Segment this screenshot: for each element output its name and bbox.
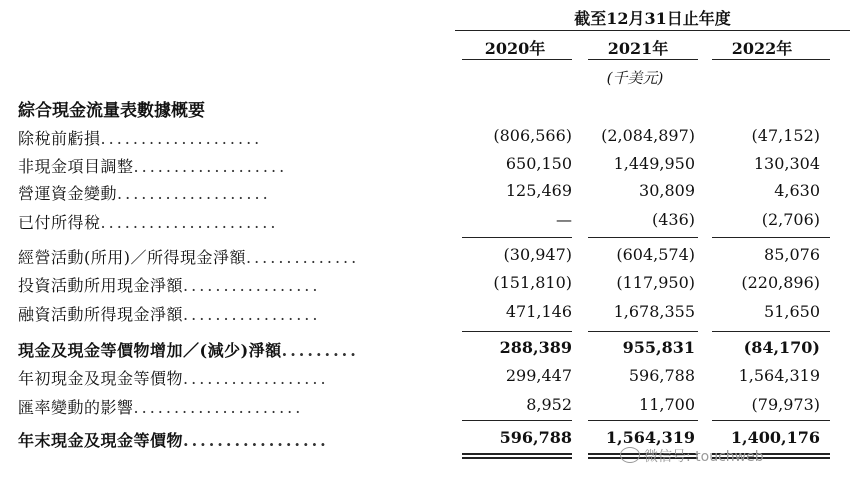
row-label [18,210,438,233]
year-underline-2020 [462,59,572,60]
year-underline-2022 [712,59,830,60]
row-value-2021: 1,564,319 [605,428,695,447]
row-value-2020: (30,947) [503,245,572,264]
table-row [0,395,850,421]
row-label-text: 除稅前虧損 [18,129,101,148]
row-leader-dots: ..................... [133,398,304,417]
row-leader-dots: ................... [117,184,271,203]
row-leader-dots: ................. [183,276,321,295]
period-header: 截至12月31日止年度 [574,9,731,28]
row-value-2022: 85,076 [764,245,820,264]
row-value-2021: (117,950) [616,273,695,292]
row-label [18,338,438,361]
table-row [0,181,850,207]
subtotal-rule [462,331,572,332]
row-label [18,126,438,149]
row-value-2022: (2,706) [761,210,820,229]
row-label-text: 已付所得稅 [18,213,101,232]
row-value-2021: 11,700 [639,395,695,414]
subtotal-rule [712,331,830,332]
row-value-2022: 51,650 [764,302,820,321]
period-underline [455,30,850,31]
row-label [18,181,438,204]
year-header-2022: 2022年 [731,39,793,58]
row-value-2022: (47,152) [751,126,820,145]
row-label-text: 匯率變動的影響 [18,398,134,417]
table-row [0,154,850,180]
row-value-2021: 1,449,950 [613,154,695,173]
row-value-2021: (436) [651,210,695,229]
row-label-text: 非現金項目調整 [18,157,134,176]
subtotal-rule [588,420,698,421]
subtotal-rule [588,331,698,332]
row-label [18,366,438,389]
table-row [0,366,850,392]
row-value-2021: 955,831 [622,338,695,357]
row-value-2022: (220,896) [741,273,820,292]
row-label [18,273,438,296]
row-value-2021: 1,678,355 [613,302,695,321]
row-label-text: 融資活動所得現金淨額 [18,305,184,324]
row-value-2022: 1,564,319 [738,366,820,385]
unit-label: (千美元) [606,69,664,87]
row-value-2021: 596,788 [628,366,695,385]
table-row [0,273,850,299]
row-label-text: 年初現金及現金等價物 [18,369,184,388]
year-header-2021: 2021年 [607,39,669,58]
row-label [18,245,438,268]
section-title: 綜合現金流量表數據概要 [18,101,205,121]
wechat-icon [620,447,640,463]
row-label-text: 投資活動所用現金淨額 [18,276,184,295]
row-value-2020: 299,447 [505,366,572,385]
row-value-2020: 8,952 [526,395,572,414]
row-value-2020: 125,469 [505,181,572,200]
subtotal-rule [712,420,830,421]
table-row [0,210,850,236]
row-value-2020: — [556,210,572,229]
row-leader-dots: ................. [183,431,329,450]
row-value-2021: (2,084,897) [601,126,695,145]
row-value-2020: (151,810) [493,273,572,292]
subtotal-rule [462,237,572,238]
row-label-text: 年末現金及現金等價物 [18,431,184,450]
table-row [0,302,850,328]
row-value-2022: (79,973) [751,395,820,414]
row-value-2020: 650,150 [505,154,572,173]
subtotal-rule [712,237,830,238]
row-value-2020: 596,788 [499,428,572,447]
row-value-2021: 30,809 [639,181,695,200]
row-leader-dots: ................... [133,157,288,176]
row-value-2022: 1,400,176 [730,428,820,447]
subtotal-rule [462,420,572,421]
row-value-2021: (604,574) [616,245,695,264]
row-value-2022: (84,170) [743,338,820,357]
row-label [18,302,438,325]
row-leader-dots: .................... [100,129,263,148]
row-leader-dots: ...................... [100,213,279,232]
watermark-text: 微信号: touchweb [644,449,764,465]
row-label-text: 營運資金變動 [18,184,118,203]
row-value-2020: 471,146 [505,302,572,321]
row-value-2020: (806,566) [493,126,572,145]
row-leader-dots: .................. [183,369,329,388]
watermark [620,446,764,466]
subtotal-rule [588,237,698,238]
row-leader-dots: ................. [183,305,321,324]
year-header-2020: 2020年 [484,39,546,58]
row-value-2020: 288,389 [499,338,572,357]
total-double-rule [462,453,572,455]
row-leader-dots: .............. [246,248,360,267]
row-label [18,428,438,451]
row-leader-dots: ......... [281,341,359,360]
table-row [0,126,850,152]
row-label-text: 經營活動(所用)／所得現金淨額 [18,248,246,267]
row-value-2022: 4,630 [774,181,820,200]
row-value-2022: 130,304 [753,154,820,173]
total-double-rule [462,457,572,459]
year-underline-2021 [588,59,698,60]
row-label-text: 現金及現金等價物增加／(減少)淨額 [18,341,282,360]
row-label [18,395,438,418]
table-row [0,245,850,271]
table-row [0,338,850,364]
row-label [18,154,438,177]
